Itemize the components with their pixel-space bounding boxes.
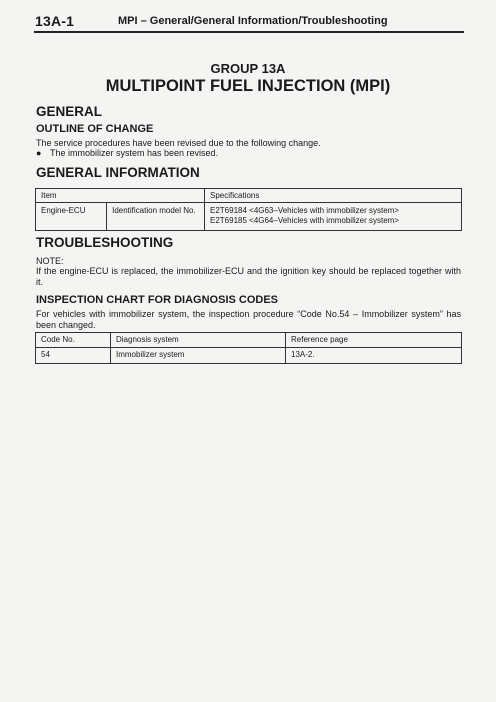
inspection-intro: For vehicles with immobilizer system, the inspection procedure “Code No.54 – Immobilizer system” has been changed. <box>36 309 461 330</box>
general-information-heading: GENERAL INFORMATION <box>36 165 200 180</box>
general-information-table <box>35 188 462 231</box>
cell-specifications <box>205 203 462 231</box>
group-label: GROUP 13A <box>210 61 286 76</box>
header-title: MPI – General/General Information/Troubleshooting <box>118 15 388 27</box>
column-header-item: Item <box>36 189 205 203</box>
bullet-dot: ● <box>36 148 42 158</box>
table-header-row <box>36 333 462 348</box>
bullet-text: The immobilizer system has been revised. <box>50 148 219 158</box>
general-heading: GENERAL <box>36 104 103 119</box>
troubleshooting-heading: TROUBLESHOOTING <box>36 235 174 250</box>
cell-sub-item: Identification model No. <box>107 203 205 231</box>
column-header-reference-page: Reference page <box>286 333 462 348</box>
cell-reference-page: 13A-2. <box>286 348 462 364</box>
column-header-specifications: Specifications <box>205 189 462 203</box>
table-row <box>36 348 462 364</box>
page-title: MULTIPOINT FUEL INJECTION (MPI) <box>105 77 391 95</box>
table-row <box>36 203 462 231</box>
outline-heading: OUTLINE OF CHANGE <box>36 123 154 135</box>
inspection-chart-heading: INSPECTION CHART FOR DIAGNOSIS CODES <box>36 294 279 306</box>
note-label: NOTE: <box>36 256 64 266</box>
cell-code: 54 <box>36 348 111 364</box>
spec-line: E2T69184 <4G63–Vehicles with immobilizer system> <box>210 206 399 215</box>
inspection-chart-table <box>35 332 462 364</box>
cell-diagnosis-system: Immobilizer system <box>111 348 286 364</box>
column-header-code: Code No. <box>36 333 111 348</box>
header-rule <box>34 31 464 33</box>
note-text: If the engine-ECU is replaced, the immobilizer-ECU and the ignition key should be replaced together with it. <box>36 266 461 287</box>
cell-item: Engine-ECU <box>36 203 107 231</box>
bullet-item <box>36 148 218 158</box>
table-header-row <box>36 189 462 203</box>
outline-text: The service procedures have been revised due to the following change. <box>36 138 321 148</box>
spec-line: E2T69185 <4G64–Vehicles with immobilizer system> <box>210 215 399 225</box>
section-number: 13A-1 <box>35 13 75 29</box>
column-header-diagnosis-system: Diagnosis system <box>111 333 286 348</box>
